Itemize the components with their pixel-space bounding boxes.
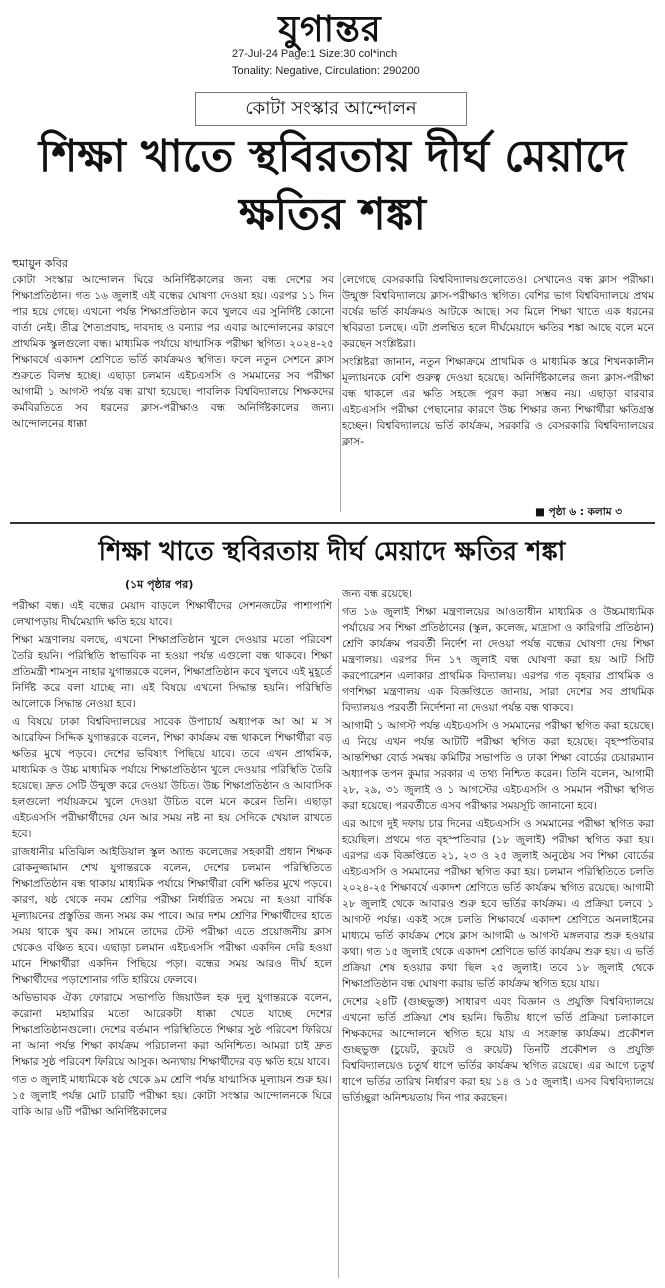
continued-from-label: (১ম পৃষ্ঠার পর) (125, 578, 194, 591)
paragraph: আগামী ১ আগস্ট পর্যন্ত এইচএসসি ও সমমানের পরীক্ষা স্থগিত করা হয়েছে। এ নিয়ে এখন পর্যন্ত আটটি পরীক্ষা স্থগিত করা হয়েছে। বৃহস্পতিবার আন্তশিক্ষা বোর্ড সমন্বয় কমিটির সভাপতি ও ঢাকা শিক্ষা বোর্ডের চেয়ারম্যান অধ্যাপক তপন কুমার সরকার এ তথ্য নিশ্চিত করেন। তিনি বলেন, আগামী ২৮, ২৯, ৩১ জুলাই ও ১ আগস্টের এইচএসসি ও সমমান পরীক্ষা স্থগিত করা হয়েছে। পরবর্তীতে এসব পরীক্ষার সময়সূচি জানানো হবে। (342, 720, 654, 812)
paragraph: দেশের ২৪টি (গুচ্ছভুক্ত) সাধারণ এবং বিজ্ঞান ও প্রযুক্তি বিশ্ববিদ্যালয়ে এখনো ভর্তি প্রক্রিয়া শেষ হয়নি। দ্বিতীয় ধাপে ভর্তি প্রক্রিয়া চলাকালে শিক্ষকদের আন্দোলনে স্থগিত হয়ে যায় এ সংক্রান্ত কার্যক্রম। প্রকৌশল গুচ্ছভুক্ত (চুয়েট, কুয়েট ও রুয়েট) তিনটি প্রকৌশল ও প্রযুক্তি বিশ্ববিদ্যালয়েও চতুর্থ ধাপে ভর্তির কার্যক্রম স্থগিত রয়েছে। এর আগে চতুর্থ ধাপে ভর্তির তারিখ নির্ধারণ করা হয় ১৪ ও ১৫ জুলাই। এসব বিশ্ববিদ্যালয়ে ভর্তিচ্ছুরা অনিশ্চয়তায় দিন পার করছেন। (342, 996, 654, 1104)
paragraph: সংশ্লিষ্টরা জানান, নতুন শিক্ষাক্রমে প্রাথমিক ও মাধ্যমিক স্তরে শিখনকালীন মূল্যায়নকে বেশি গুরুত্ব দেওয়া হয়েছে। অনির্দিষ্টকালের জন্য ক্লাস-পরীক্ষা বন্ধ থাকলে এর ক্ষতি সহজে পূরণ করা সম্ভব নয়। এছাড়া বারবার এইচএসসি পরীক্ষা পেছানোর কারণে উচ্চ শিক্ষার জন্য শিক্ষার্থীরা ক্ষতিগ্রস্ত হচ্ছেন। বিশ্ববিদ্যালয়ে ভর্তি কার্যক্রম, সরকারি ও বেসরকারি বিশ্ববিদ্যালয়ের ক্লাস- (342, 356, 654, 448)
article-kicker: কোটা সংস্কার আন্দোলন (195, 92, 467, 126)
article-column-left (12, 272, 341, 512)
masthead (0, 0, 665, 95)
continuation-column-right (342, 586, 654, 1280)
clipping-meta-date: 27-Jul-24 Page:1 Size:30 col*inch (232, 48, 398, 60)
continuation-column-left (12, 598, 339, 1278)
paragraph: কোটা সংস্কার আন্দোলন ঘিরে অনির্দিষ্টকালের জন্য বন্ধ দেশের সব শিক্ষাপ্রতিষ্ঠান। গত ১৬ জুলাই এই বন্ধের ঘোষণা দেওয়া হয়। এরপর ১১ দিন পার হয়ে গেছে। এখনো পর্যন্ত শিক্ষাপ্রতিষ্ঠান কবে খুলবে এর সুনির্দিষ্ট কোনো বার্তা নেই। তীব্র শৈত্যপ্রবাহ, দাবদাহ ও বন্যার পর এবার আন্দোলনের কারণে প্রাথমিক স্কুলগুলো বন্ধ। মাধ্যমিক পর্যায়ে ষাণ্মাসিক পরীক্ষা স্থগিত। ২০২৪-২৫ শিক্ষাবর্ষে একাদশ শ্রেণিতে ভর্তি কার্যক্রমও স্থগিত। ফলে নতুন সেশনে ক্লাস শুরুতে বিলম্ব হচ্ছে। এছাড়া চলমান এইচএসসি ও সমমানের সব পরীক্ষা আগামী ১ আগস্ট পর্যন্ত বন্ধ রাখা হয়েছে। পাবলিক বিশ্ববিদ্যালয়ে শিক্ষকদের কর্মবিরতিতে সব ধরনের ক্লাস-পরীক্ষাও বন্ধ অনির্দিষ্টকালের জন্য। আন্দোলনের ধাক্কা (12, 274, 334, 430)
paragraph: গত ১৬ জুলাই শিক্ষা মন্ত্রণালয়ের আওতাধীন মাধ্যমিক ও উচ্চমাধ্যমিক পর্যায়ের সব শিক্ষা প্রতিষ্ঠানের (স্কুল, কলেজ, মাদ্রাসা ও কারিগরি প্রতিষ্ঠান) শ্রেণি কার্যক্রম পরবর্তী নির্দেশ না দেওয়া পর্যন্ত বন্ধের ঘোষণা দেয় শিক্ষা মন্ত্রণালয়। এরপর দিন ১৭ জুলাই বন্ধ ঘোষণা করা হয় আট সিটি করপোরেশন এলাকার প্রাথমিক বিদ্যালয়। এরপর গত বৃহবার প্রাথমিক ও গণশিক্ষা মন্ত্রণালয় এক বিজ্ঞপ্তিতে জানায়, সারা দেশের সব প্রাথমিক বিদ্যালয়ও পরবর্তী নির্দেশনা না দেওয়া পর্যন্ত বন্ধ থাকবে। (342, 606, 654, 714)
paragraph: এ বিষয়ে ঢাকা বিশ্ববিদ্যালয়ের সাবেক উপাচার্য অধ্যাপক আ আ ম স আরেফিন সিদ্দিক যুগান্তরকে বলেন, শিক্ষা কার্যক্রম বন্ধ থাকলে শিক্ষার্থীরা বড় ক্ষতির মুখে পড়বে। দেশের ভবিষ্যৎ পিছিয়ে যাবে। তবে এখন প্রাথমিক, মাধ্যমিক ও উচ্চ মাধ্যমিক পর্যায়ে শিক্ষাপ্রতিষ্ঠান খুলে দেওয়ার পরিস্থিতি তৈরি হয়েছে। দ্রুত সেটি উন্মুক্ত করে দেওয়া উচিত। উচ্চ শিক্ষাপ্রতিষ্ঠান ও আবাসিক হলগুলো পর্যায়ক্রমে খুলে দেওয়া উচিত বলে মনে করেন তিনি। এছাড়া এইচএসসি পরীক্ষার্থীদের যেন আর সময় নষ্ট না হয় সেদিকে খেয়াল রাখতে হবে। (12, 716, 332, 840)
article-column-right (342, 272, 654, 500)
paragraph: জন্য বন্ধ রয়েছে। (342, 588, 413, 600)
paragraph: গত ৩ জুলাই মাধ্যমিকে ষষ্ঠ থেকে ৯ম শ্রেণি পর্যন্ত ষাণ্মাসিক মূল্যায়ন শুরু হয়। ১৫ জুলাই পর্যন্ত মোট চারটি পরীক্ষা হয়। কোটা সংস্কার আন্দোলনকে ঘিরে বাকি আর ৬টি পরীক্ষা অনির্দিষ্টকালের (12, 1074, 332, 1118)
clipping-meta-tonality: Tonality: Negative, Circulation: 290200 (232, 65, 420, 77)
article-headline: শিক্ষা খাতে স্থবিরতায় দীর্ঘ মেয়াদে ক্ষতির শঙ্কা (38, 131, 627, 240)
section-divider (10, 522, 655, 524)
continuation-headline: শিক্ষা খাতে স্থবিরতায় দীর্ঘ মেয়াদে ক্ষতির শঙ্কা (98, 537, 566, 567)
paragraph: এর আগে দুই দফায় চার দিনের এইচএসসি ও সমমানের পরীক্ষা স্থগিত করা হয়েছিল। প্রথমে গত বৃহস্পতিবার (১৮ জুলাই) পরীক্ষা স্থগিত করা হয়। এরপর এক বিজ্ঞপ্তিতে ২১, ২৩ ও ২৫ জুলাই অনুষ্ঠেয় সব শিক্ষা বোর্ডের এইচএসসি ও সমমানের পরীক্ষা স্থগিত করা হয়। চলমান পরিস্থিতিতে চলতি ২০২৪-২৫ শিক্ষাবর্ষে একাদশ শ্রেণিতে ভর্তি কার্যক্রম স্থগিত রয়েছে। আগামী ২৮ জুলাই থেকে আবারও শুরু হবে ভর্তির কার্যক্রম। এ প্রক্রিয়া চলবে ১ আগস্ট পর্যন্ত। একই সঙ্গে চলতি শিক্ষাবর্ষে একাদশ শ্রেণিতে অনলাইনের মাধ্যমে ভর্তি কার্যক্রম শেষে ক্লাস আগামী ৬ আগস্ট মঙ্গলবার শুরু হওয়ার কথা। গত ১৫ জুলাই থেকে একাদশ শ্রেণিতে ভর্তি কার্যক্রম শুরু হয়। এ ভর্তি প্রক্রিয়া শেষ হওয়ার কথা ছিল ২৫ জুলাই। তবে ১৮ জুলাই থেকে শিক্ষাপ্রতিষ্ঠান বন্ধ ঘোষণা করায় ভর্তি কার্যক্রম স্থগিত হয়ে যায়। (342, 818, 654, 990)
paragraph: রাজধানীর মতিঝিল আইডিয়াল স্কুল অ্যান্ড কলেজের সহকারী প্রধান শিক্ষক রোকনুজ্জামান শেখ যুগান্তরকে বলেন, দেশের চলমান পরিস্থিতিতে শিক্ষাপ্রতিষ্ঠান বন্ধ থাকায় মাধ্যমিক পর্যায়ে শিক্ষার্থীরা বেশি ক্ষতির মুখে পড়বে। কারণ, ষষ্ঠ থেকে নবম শ্রেণির পরীক্ষা নির্ধারিত সময়ে না হওয়া বার্ষিক মূল্যায়নের প্রস্তুতির জন্য সময় কম পাবে। আর দশম শ্রেণির শিক্ষার্থীদের হাতে সময় থাকে খুব কম। সামনে তাদের টেস্ট পরীক্ষা এতে প্রয়োজনীয় ক্লাস থেকেও বঞ্চিত হবে। এছাড়া চলমান এইচএসসি পরীক্ষা একদিন দেরি হওয়া মানে শিক্ষার্থীরা একদিন পিছিয়ে পড়া। বন্ধের সময় আরও দীর্ঘ হলে শিক্ষার্থীদের পড়াশোনার গতি হারিয়ে ফেলবে। (12, 846, 332, 986)
jump-reference: ■ পৃষ্ঠা ৬ : কলাম ৩ (535, 506, 623, 518)
article-byline: হুমায়ুন কবির (12, 257, 68, 270)
paragraph: শিক্ষা মন্ত্রণালয় বলছে, এখনো শিক্ষাপ্রতিষ্ঠান খুলে দেওয়ার মতো পরিবেশ তৈরি হয়নি। পরিস্থিতি স্বাভাবিক না হওয়া পর্যন্ত এগুলো বন্ধ থাকবে। শিক্ষা প্রতিমন্ত্রী শামসুন নাহার যুগান্তরকে বলেন, শিক্ষাপ্রতিষ্ঠান কবে খুলবে এই মুহূর্তে নির্দিষ্ট করে বলা যাচ্ছে না। এই বিষয়ে এখনো সিদ্ধান্ত হয়নি। পরিস্থিতি আলোকে সিদ্ধান্ত নেওয়া হবে। (12, 634, 332, 710)
paragraph: অভিভাবক ঐক্য ফোরামে সভাপতি জিয়াউল হক দুলু যুগান্তরকে বলেন, করোনা মহামারির মতো আরেকটা ধাক্কা খেতে যাচ্ছে দেশের শিক্ষাপ্রতিষ্ঠানগুলো। দেশের বর্তমান পরিস্থিতিতে শিক্ষার সুষ্ঠ পরিবেশ ফিরিয়ে না আনা পর্যন্ত শিক্ষা কার্যক্রম পরিচালনা করা অনিশ্চিত। আমরা চাই দ্রুত শিক্ষার সুষ্ঠ পরিবেশ ফিরিয়ে আসুক। অন্যথায় শিক্ষার্থীদের বড় ক্ষতি হয়ে যাবে। (12, 992, 332, 1068)
paragraph: লেগেছে বেসরকারি বিশ্ববিদ্যালয়গুলোতেও। সেখানেও বন্ধ ক্লাস পরীক্ষা। উন্মুক্ত বিশ্ববিদ্যালয়ে ক্লাস-পরীক্ষাও স্থগিত। বেশির ভাগ বিশ্ববিদ্যালয়ে প্রথম বর্ষের ভর্তি কার্যক্রমও আটকে আছে। সব মিলে শিক্ষা খাতে এক ধরনের স্থবিরতা চলছে। এটা প্রলম্বিত হলে দীর্ঘমেয়াদে ক্ষতির শঙ্কা আছে বলে মনে করছেন সংশ্লিষ্টরা। (342, 274, 654, 350)
paragraph: পরীক্ষা বন্ধ। এই বন্ধের মেয়াদ বাড়লে শিক্ষার্থীদের সেশনজটের পাশাপাশি লেখাপড়ায় দীর্ঘমেয়াদি ক্ষতি হয়ে যাবে। (12, 600, 332, 628)
newspaper-logo: যুগান্তর (278, 8, 382, 50)
